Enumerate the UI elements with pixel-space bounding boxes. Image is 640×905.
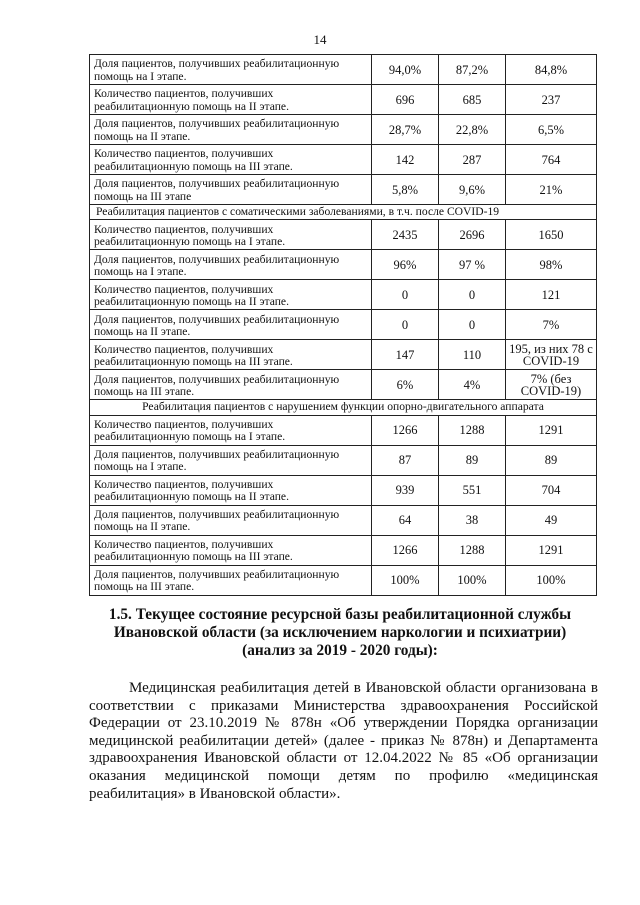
table-row bbox=[90, 55, 597, 85]
value-cell: 100% bbox=[372, 565, 439, 595]
row-label: Количество пациентов, получивших реабилитационную помощь на III этапе. bbox=[90, 340, 372, 370]
value-cell: 704 bbox=[506, 475, 597, 505]
row-label: Доля пациентов, получивших реабилитационную помощь на III этапе. bbox=[90, 370, 372, 400]
value-cell: 2435 bbox=[372, 220, 439, 250]
table-row bbox=[90, 370, 597, 400]
table-row bbox=[90, 505, 597, 535]
value-cell: 1288 bbox=[439, 535, 506, 565]
value-cell: 1288 bbox=[439, 415, 506, 445]
value-cell: 764 bbox=[506, 145, 597, 175]
section-title: Реабилитация пациентов с соматическими заболеваниями, в т.ч. после COVID-19 bbox=[90, 205, 597, 220]
row-label: Доля пациентов, получивших реабилитационную помощь на I этапе. bbox=[90, 250, 372, 280]
value-cell: 1291 bbox=[506, 535, 597, 565]
row-label: Доля пациентов, получивших реабилитационную помощь на III этапе. bbox=[90, 565, 372, 595]
row-label: Доля пациентов, получивших реабилитационную помощь на II этапе. bbox=[90, 505, 372, 535]
value-cell: 87,2% bbox=[439, 55, 506, 85]
value-cell: 6% bbox=[372, 370, 439, 400]
value-cell: 84,8% bbox=[506, 55, 597, 85]
value-cell: 0 bbox=[439, 280, 506, 310]
table-row bbox=[90, 145, 597, 175]
row-label: Доля пациентов, получивших реабилитационную помощь на II этапе. bbox=[90, 115, 372, 145]
table-row bbox=[90, 175, 597, 205]
value-cell: 287 bbox=[439, 145, 506, 175]
value-cell: 110 bbox=[439, 340, 506, 370]
value-cell: 9,6% bbox=[439, 175, 506, 205]
section-heading: 1.5. Текущее состояние ресурсной базы реабилитационной службы Ивановской области (за исключением наркологии и психиатрии) (анализ за 2019 - 2020 годы): bbox=[108, 606, 572, 659]
table-row bbox=[90, 445, 597, 475]
row-label: Количество пациентов, получивших реабилитационную помощь на III этапе. bbox=[90, 145, 372, 175]
value-cell: 142 bbox=[372, 145, 439, 175]
value-cell: 939 bbox=[372, 475, 439, 505]
value-cell: 49 bbox=[506, 505, 597, 535]
row-label: Количество пациентов, получивших реабилитационную помощь на III этапе. bbox=[90, 535, 372, 565]
value-cell: 1266 bbox=[372, 415, 439, 445]
value-cell: 121 bbox=[506, 280, 597, 310]
value-cell: 6,5% bbox=[506, 115, 597, 145]
row-label: Количество пациентов, получивших реабилитационную помощь на II этапе. bbox=[90, 280, 372, 310]
value-cell: 5,8% bbox=[372, 175, 439, 205]
section-title: Реабилитация пациентов с нарушением функции опорно-двигательного аппарата bbox=[90, 400, 597, 415]
value-cell: 97 % bbox=[439, 250, 506, 280]
value-cell: 100% bbox=[506, 565, 597, 595]
value-cell: 89 bbox=[506, 445, 597, 475]
value-cell: 1291 bbox=[506, 415, 597, 445]
value-cell: 87 bbox=[372, 445, 439, 475]
table-row bbox=[90, 85, 597, 115]
value-cell: 7% bbox=[506, 310, 597, 340]
row-label: Доля пациентов, получивших реабилитационную помощь на III этапе bbox=[90, 175, 372, 205]
section-row bbox=[90, 205, 597, 220]
value-cell: 96% bbox=[372, 250, 439, 280]
value-cell: 147 bbox=[372, 340, 439, 370]
row-label: Доля пациентов, получивших реабилитационную помощь на II этапе. bbox=[90, 310, 372, 340]
value-cell: 696 bbox=[372, 85, 439, 115]
row-label: Доля пациентов, получивших реабилитационную помощь на I этапе. bbox=[90, 445, 372, 475]
value-cell: 38 bbox=[439, 505, 506, 535]
value-cell: 0 bbox=[372, 310, 439, 340]
value-cell: 551 bbox=[439, 475, 506, 505]
table-row bbox=[90, 220, 597, 250]
table-row bbox=[90, 535, 597, 565]
table-row bbox=[90, 340, 597, 370]
row-label: Количество пациентов, получивших реабилитационную помощь на I этапе. bbox=[90, 220, 372, 250]
value-cell: 64 bbox=[372, 505, 439, 535]
value-cell: 1650 bbox=[506, 220, 597, 250]
row-label: Количество пациентов, получивших реабилитационную помощь на II этапе. bbox=[90, 85, 372, 115]
rehabilitation-stats-table bbox=[89, 54, 597, 596]
table-row bbox=[90, 475, 597, 505]
value-cell: 2696 bbox=[439, 220, 506, 250]
value-cell: 237 bbox=[506, 85, 597, 115]
value-cell: 4% bbox=[439, 370, 506, 400]
value-cell: 100% bbox=[439, 565, 506, 595]
table-body bbox=[90, 55, 597, 596]
value-cell: 1266 bbox=[372, 535, 439, 565]
row-label: Количество пациентов, получивших реабилитационную помощь на II этапе. bbox=[90, 475, 372, 505]
value-cell: 94,0% bbox=[372, 55, 439, 85]
value-cell: 89 bbox=[439, 445, 506, 475]
value-cell: 0 bbox=[439, 310, 506, 340]
value-cell: 195, из них 78 с COVID-19 bbox=[506, 340, 597, 370]
row-label: Количество пациентов, получивших реабилитационную помощь на I этапе. bbox=[90, 415, 372, 445]
value-cell: 0 bbox=[372, 280, 439, 310]
value-cell: 685 bbox=[439, 85, 506, 115]
table-row bbox=[90, 280, 597, 310]
table-row bbox=[90, 565, 597, 595]
value-cell: 22,8% bbox=[439, 115, 506, 145]
value-cell: 98% bbox=[506, 250, 597, 280]
table-row bbox=[90, 250, 597, 280]
section-row bbox=[90, 400, 597, 415]
row-label: Доля пациентов, получивших реабилитационную помощь на I этапе. bbox=[90, 55, 372, 85]
table-row bbox=[90, 310, 597, 340]
page-number: 14 bbox=[313, 32, 327, 47]
body-paragraph: Медицинская реабилитация детей в Ивановской области организована в соответствии с приказами Министерства здравоохранения Российской Федерации от 23.10.2019 № 878н «Об утверждении Порядка организации медицинской реабилитации детей» (далее - приказ № 878н) и Департамента здравоохранения Ивановской области от 12.04.2022 № 85 «Об организации оказания медицинской помощи детям по профилю «медицинская реабилитация» в Ивановской области». bbox=[89, 680, 598, 802]
value-cell: 7% (без COVID-19) bbox=[506, 370, 597, 400]
table-row bbox=[90, 415, 597, 445]
value-cell: 28,7% bbox=[372, 115, 439, 145]
table-row bbox=[90, 115, 597, 145]
value-cell: 21% bbox=[506, 175, 597, 205]
